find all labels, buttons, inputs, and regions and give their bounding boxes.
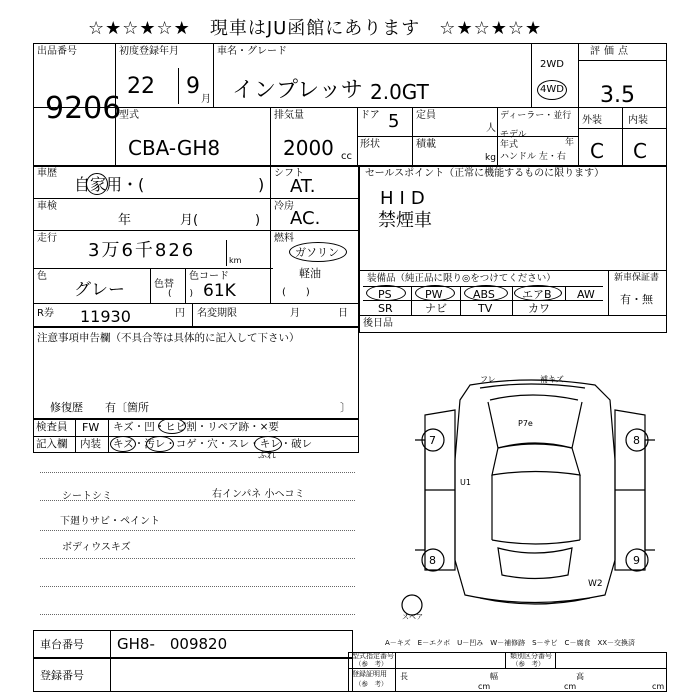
dealer-label: ディーラー・並行 xyxy=(500,111,572,121)
history-close: ) xyxy=(258,175,265,194)
diagram-num-8b: 8 xyxy=(429,554,436,567)
displacement-value: 2000 xyxy=(283,136,334,160)
color-paren: ( ) xyxy=(168,289,194,299)
diagram-front: P7e xyxy=(518,419,533,428)
interior-value: C xyxy=(633,139,647,163)
class-code-sub: （参 考） xyxy=(512,660,545,668)
aircon-label: 冷房 xyxy=(274,201,294,212)
diagram-w2: W2 xyxy=(588,579,603,589)
color-change-label: 色替 xyxy=(154,279,174,290)
load-label: 積載 xyxy=(416,139,436,150)
reg-number-label: 登録番号 xyxy=(40,669,84,682)
inspector-dent-circle xyxy=(158,418,186,434)
dim-length: 長 xyxy=(400,672,408,681)
inspector-scratch-circle xyxy=(110,436,136,452)
sales-points-label: セールスポイント（正常に機能するものに限ります） xyxy=(365,168,605,179)
equipment-abs-circle xyxy=(464,285,508,301)
history-circle xyxy=(86,173,108,195)
warranty-value: 有・無 xyxy=(620,293,653,306)
doors-label: ドア xyxy=(360,110,380,121)
warranty-label: 新車保証書 xyxy=(614,273,660,283)
diagram-num-8: 8 xyxy=(633,434,640,447)
reg-cert-sub: （参 考） xyxy=(355,680,388,688)
color-value: グレー xyxy=(74,280,125,300)
aircon-value: AC. xyxy=(290,208,321,229)
dim-height-unit: cm xyxy=(652,682,665,691)
model-value: CBA-GH8 xyxy=(128,136,221,160)
inspection-year: 年 xyxy=(118,213,132,228)
fuel-gas: ガソリン xyxy=(295,246,339,259)
diagram-spare: スペア xyxy=(402,613,423,620)
displacement-unit: cc xyxy=(341,151,352,162)
dim-height: 高 xyxy=(576,672,584,681)
rear-label: 後日品 xyxy=(363,318,393,329)
inspection-month: 月( xyxy=(180,213,199,228)
mileage-value: 3万6千826 xyxy=(88,240,196,261)
car-name: インプレッサ xyxy=(232,78,363,103)
diagram-top-1: フレ xyxy=(480,375,496,384)
score-label: 評価点 xyxy=(590,46,632,57)
car-grade: 2.0GT xyxy=(370,80,429,104)
shift-value: AT. xyxy=(290,176,316,197)
chassis-label: 車台番号 xyxy=(40,638,84,651)
inspector-row1-tag: FW xyxy=(82,421,100,434)
shape-label: 形状 xyxy=(360,139,380,150)
inspector-extra: ふれ xyxy=(258,451,277,461)
registration-month: 9 xyxy=(186,74,200,99)
equipment-pw-circle xyxy=(415,285,455,301)
inspection-label: 車検 xyxy=(37,201,57,212)
exterior-value: C xyxy=(590,139,604,163)
inspector-row2-tag: 内装 xyxy=(80,438,101,450)
model-year-label: モデル年式 xyxy=(500,130,527,150)
diagram-u1: U1 xyxy=(460,478,471,487)
lot-number: 9206 xyxy=(45,91,122,126)
shift-label: シフト xyxy=(274,168,304,179)
reg-cert-label: 登録証明用 xyxy=(352,670,387,678)
equipment-airbag: エアB xyxy=(522,288,552,301)
legend: A－キズ E－エクボ U－凹み W－補修跡 S－サビ C－腐食 XX－交換済 xyxy=(385,639,636,647)
type-code-sub: （参 考） xyxy=(355,660,388,668)
equipment-ps-circle xyxy=(366,285,406,301)
score-value: 3.5 xyxy=(600,83,635,108)
remark-3: ボディウスキズ xyxy=(62,542,131,553)
mileage-label: 走行 xyxy=(37,233,57,244)
type-code-label: 型式指定番号 xyxy=(352,652,394,660)
displacement-label: 排気量 xyxy=(274,110,304,121)
equipment-leather: カワ xyxy=(528,302,550,315)
recycle-unit: 円 xyxy=(175,308,185,319)
doors-value: 5 xyxy=(388,111,400,132)
equipment-airbag-circle xyxy=(514,285,562,301)
diagram-num-7: 7 xyxy=(429,434,436,447)
diagram-top-2: 補キズ xyxy=(540,375,564,384)
car-diagram xyxy=(400,370,670,620)
fuel-diesel: 軽油 xyxy=(299,267,321,280)
name-change-month: 月 xyxy=(290,308,300,319)
name-change-label: 名変期限 xyxy=(197,308,237,319)
lot-label: 出品番号 xyxy=(37,46,77,57)
inspector-row1: キズ・凹・ヒビ割・リペア跡・×要 xyxy=(113,421,279,433)
equipment-pw: PW xyxy=(425,288,443,301)
capacity-label: 定員 xyxy=(416,110,436,121)
recycle-value: 11930 xyxy=(80,307,131,326)
diagram-num-9: 9 xyxy=(633,554,640,567)
equipment-sr: SR xyxy=(378,302,393,315)
history-label: 車歴 xyxy=(37,168,57,179)
inspector-row2: キズ・汚レ・コゲ・穴・スレ・キレ・破レ xyxy=(113,438,313,450)
color-code-label: 色コード xyxy=(189,271,229,282)
drive-4wd: 4WD xyxy=(540,84,564,95)
inspector-label-2: 記入欄 xyxy=(36,438,68,450)
inspection-close: ) xyxy=(255,213,261,228)
chassis-value: GH8- 009820 xyxy=(117,635,228,653)
notes-repair-close: 〕 xyxy=(340,401,351,414)
fuel-paren: ( ) xyxy=(282,287,310,298)
interior-label: 内装 xyxy=(628,115,648,126)
equipment-tv: TV xyxy=(478,302,493,315)
fuel-gas-circle xyxy=(289,242,347,262)
equipment-navi: ナビ xyxy=(425,302,447,315)
history-value: 自家用・( xyxy=(74,175,145,194)
load-unit: kg xyxy=(485,153,496,163)
registration-label: 初度登録年月 xyxy=(119,46,179,57)
inspector-wear-circle xyxy=(254,436,282,452)
remark-1: シートシミ xyxy=(62,491,112,502)
registration-month-unit: 月 xyxy=(201,94,211,105)
class-code-label: 類別区分番号 xyxy=(510,652,552,660)
fuel-label: 燃料 xyxy=(274,233,294,244)
dim-width: 幅 xyxy=(490,672,498,681)
color-code-value: 61K xyxy=(203,281,236,301)
registration-year: 22 xyxy=(127,74,155,99)
equipment-abs: ABS xyxy=(473,288,495,301)
sales-point-2: 禁煙車 xyxy=(378,210,432,231)
notes-repair: 修復歴 有〔箇所 xyxy=(50,401,149,414)
remark-2: 下廻りサビ・ペイント xyxy=(60,516,160,527)
model-label: 型式 xyxy=(119,110,139,121)
equipment-aw: AW xyxy=(577,288,595,301)
model-year-unit: 年 xyxy=(565,138,575,148)
notes-label: 注意事項申告欄（不具合等は具体的に記入して下さい） xyxy=(37,332,300,344)
drive-2wd: 2WD xyxy=(540,59,564,70)
banner: ☆★☆★☆★ 現車はJU函館にあります ☆★☆★☆★ xyxy=(88,18,543,39)
equipment-ps: PS xyxy=(378,288,392,301)
inspector-dirt-circle xyxy=(146,436,174,452)
car-name-label: 車名・グレード xyxy=(217,46,287,57)
capacity-unit: 人 xyxy=(486,123,496,134)
mileage-unit: km xyxy=(229,256,242,265)
dim-width-unit: cm xyxy=(564,682,577,691)
exterior-label: 外装 xyxy=(582,115,602,126)
equipment-label: 装備品（純正品に限り◎をつけてください） xyxy=(367,273,556,284)
remark-right: 右インパネ 小ヘコミ xyxy=(212,489,305,500)
color-label: 色 xyxy=(37,271,47,282)
recycle-label: R券 xyxy=(37,308,54,319)
drive-4wd-circle xyxy=(537,80,567,100)
inspector-label: 検査員 xyxy=(36,421,68,433)
dim-length-unit: cm xyxy=(478,682,491,691)
sales-point-1: HID xyxy=(380,188,431,209)
handle-label: ハンドル 左・右 xyxy=(500,152,566,162)
name-change-day: 日 xyxy=(338,308,348,319)
